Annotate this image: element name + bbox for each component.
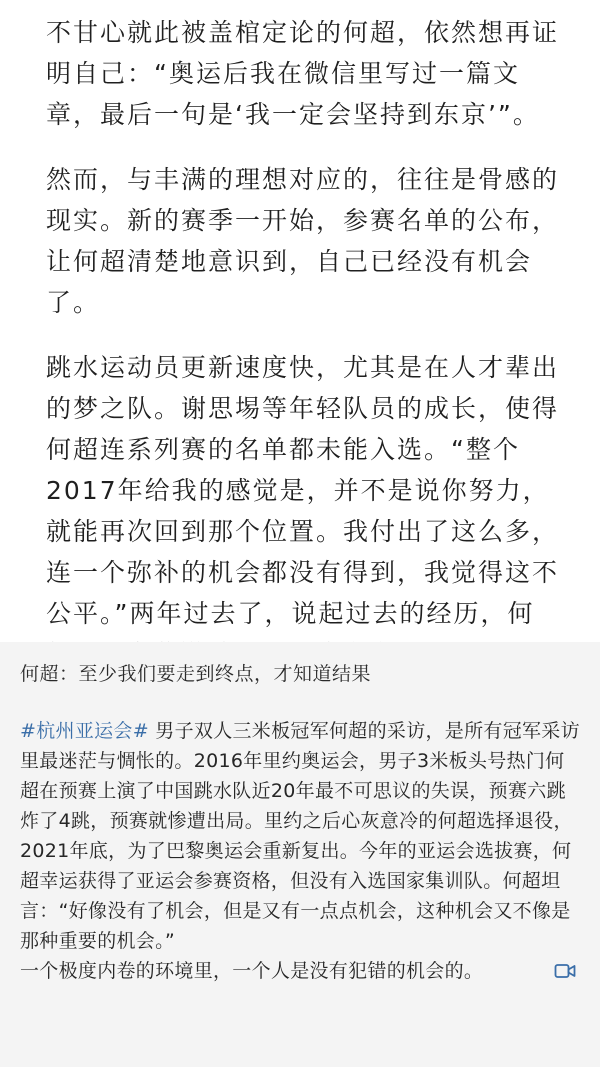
post-body (20, 716, 580, 956)
article-paragraph: 然而，与丰满的理想对应的，往往是骨感的现实。新的赛季一开始，参赛名单的公布，让何超清楚地意识到，自己已经没有机会了。 (46, 165, 560, 317)
hashtag-link[interactable]: #杭州亚运会# (20, 720, 149, 742)
post-body-text: 男子双人三米板冠军何超的采访，是所有冠军采访里最迷茫与惆怅的。2016年里约奥运会，男子3米板头号热门何超在预赛上演了中国跳水队近20年最不可思议的失误，预赛六跳炸了4跳，预赛就惨遭出局。里约之后心灰意冷的何超选择退役，2021年底，为了巴黎奥运会重新复出。今年的亚运会选拔赛，何超幸运获得了亚运会参赛资格，但没有入选国家集训队。何超坦言：“好像没有了机会，但是又有一点点机会，这种机会又不像是那种重要的机会。” (20, 720, 580, 952)
post-title: 何超：至少我们要走到终点，才知道结果 (20, 663, 372, 685)
post-last-line (20, 956, 580, 986)
post-last-line-text: 一个极度内卷的环境里，一个人是没有犯错的机会的。 (20, 960, 484, 982)
weibo-post (0, 642, 600, 1067)
article-paragraph: 跳水运动员更新速度快，尤其是在人才辈出的梦之队。谢思埸等年轻队员的成长，使得何超连系列赛的名单都未能入选。“整个2017年给我的感觉是，并不是说你努力，就能再次回到那个位置。我付出了这么多，连一个弥补的机会都没有得到，我觉得这不公平。”两年过去了，说起过去的经历，何 (46, 353, 560, 628)
video-camera-icon[interactable] (554, 962, 576, 980)
article-paragraph: 不甘心就此被盖棺定论的何超，依然想再证明自己：“奥运后我在微信里写过一篇文章，最后一句是‘我一定会坚持到东京’”。 (46, 18, 560, 129)
